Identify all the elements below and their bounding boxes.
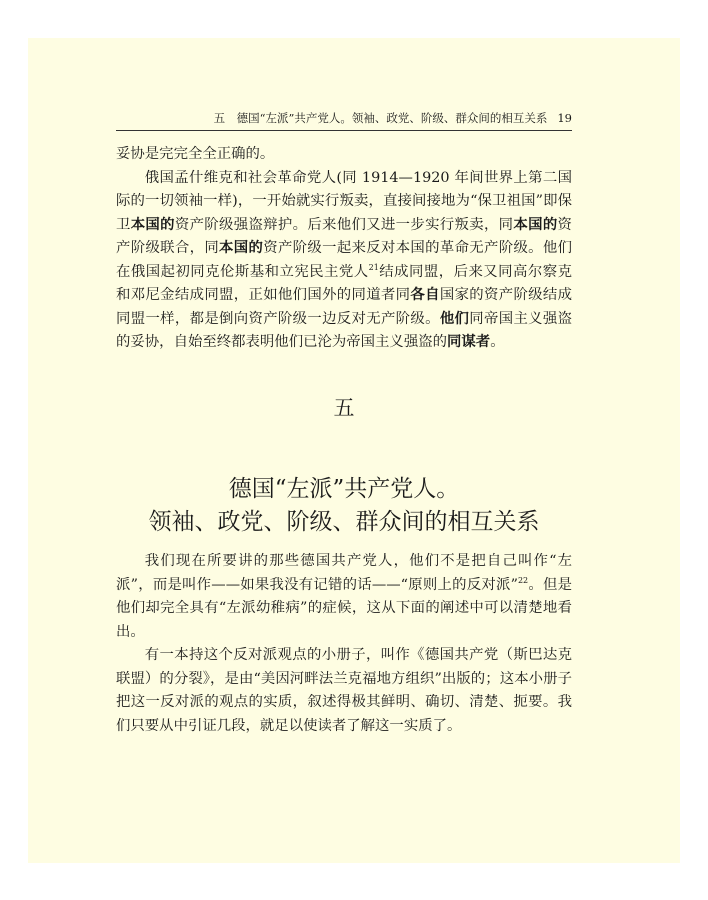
- footnote-ref: 21: [368, 262, 379, 272]
- text-run: 国家的资产阶级结成同盟一样，都是倒向资产阶级一边反对无产阶级。: [116, 287, 572, 327]
- text-run: 。: [490, 334, 505, 350]
- bottom-text-block: [116, 550, 572, 738]
- section-number: 五: [333, 396, 355, 420]
- paragraph-pamphlet: 有一本持这个反对派观点的小册子，叫作《德国共产党（斯巴达克联盟）的分裂》，是由“美因河畔法兰克福地方组织”出版的；这本小册子把这一反对派的观点的实质，叙述得极其鲜明、确切、清楚、扼要。我们只要从中引证几段，就足以使读者了解这一实质了。: [116, 647, 572, 734]
- text-run: 。但是他们却完全具有“左派幼稚病”的症候，这从下面的阐述中可以清楚地看出。: [116, 576, 572, 640]
- emphasis-text: 各自: [410, 287, 440, 303]
- top-text-block: [116, 143, 572, 355]
- page-number: 19: [557, 111, 572, 125]
- paragraph-continuation: 妥协是完完全全正确的。: [116, 146, 275, 162]
- emphasis-text: 本国的: [219, 240, 264, 256]
- paragraph-mensheviks: [116, 167, 572, 355]
- text-run: 结成同盟，后来又同高尔察克和邓尼金结成同盟，正如他们国外的同道者同: [116, 263, 572, 303]
- running-title: 五 德国“左派”共产党人。领袖、政党、阶级、群众间的相互关系: [213, 111, 548, 125]
- emphasis-text: 他们: [439, 310, 470, 327]
- footnote-ref: 22: [517, 575, 529, 585]
- text-run: 俄国孟什维克和社会革命党人(同 1914—1920 年间世界上第二国际的一切领袖一样)，一开始就实行叛卖，直接间接地为“保卫祖国”即保卫: [116, 169, 572, 233]
- emphasis-text: 本国的: [513, 216, 558, 233]
- section-title-line2: 领袖、政党、阶级、群众间的相互关系: [148, 509, 540, 535]
- text-run: 资产阶级强盗辩护。后来他们又进一步实行叛卖，同: [174, 216, 514, 233]
- section-title-line1: 德国“左派”共产党人。: [228, 476, 460, 502]
- text-run: 我们现在所要讲的那些德国共产党人，他们不是把自己叫作“左派”，而是叫作——如果我没有记错的话——“原则上的反对派”: [116, 553, 572, 593]
- text-run: 资产阶级联合，同: [116, 216, 572, 256]
- emphasis-text: 同谋者: [447, 334, 491, 350]
- text-run: 同帝国主义强盗的妥协，自始至终都表明他们已沦为帝国主义强盗的: [116, 310, 572, 350]
- emphasis-text: 本国的: [130, 216, 175, 233]
- running-header: [116, 110, 572, 131]
- text-run: 资产阶级一起来反对本国的革命无产阶级。他们在俄国起初同克伦斯基和立宪民主党人: [116, 240, 572, 280]
- paragraph-german-communists: [116, 550, 572, 644]
